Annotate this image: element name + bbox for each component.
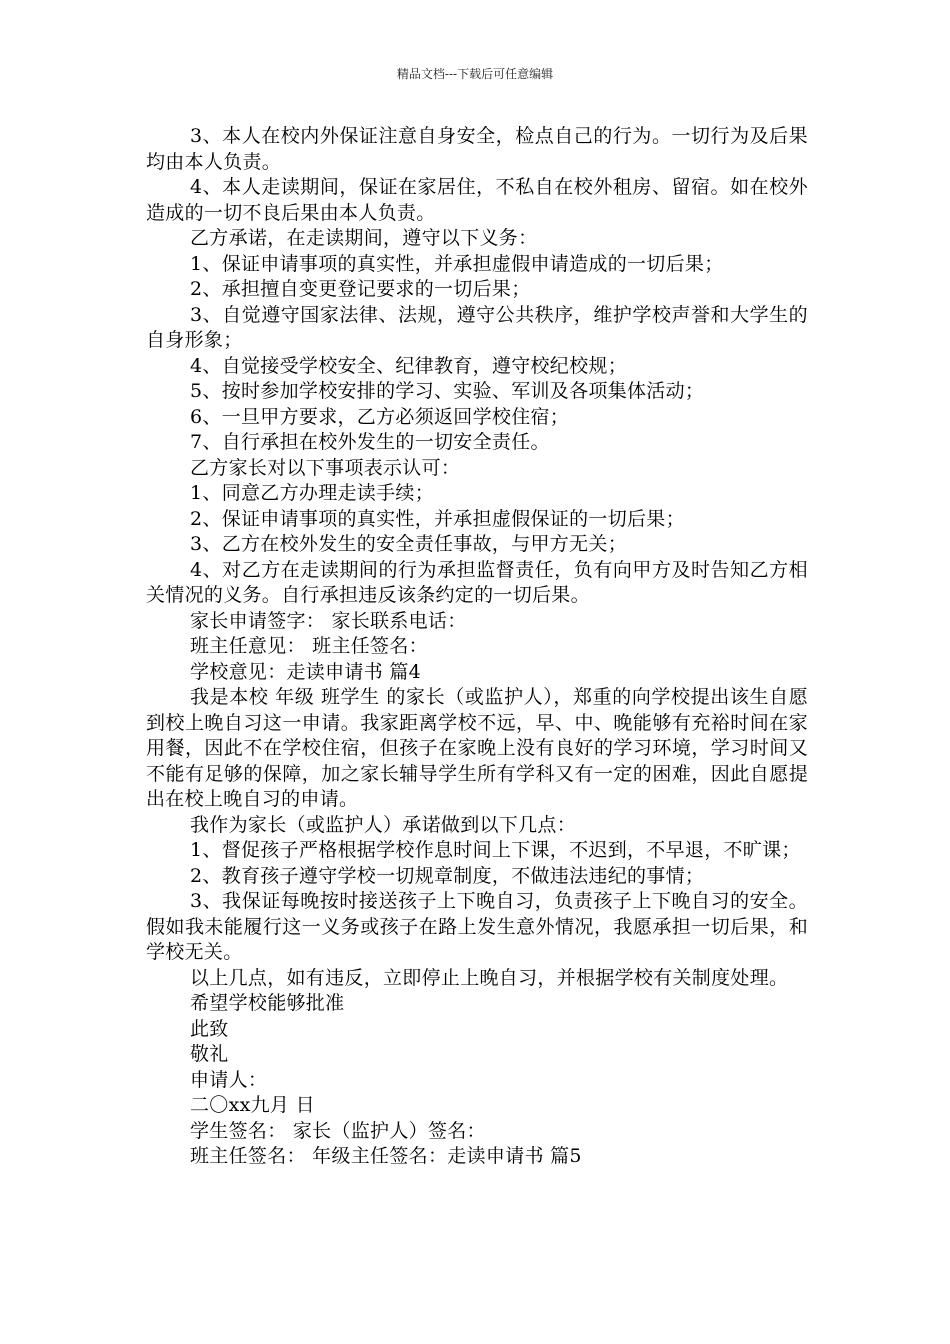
paragraph: 1、督促孩子严格根据学校作息时间上下课，不迟到，不早退，不旷课； bbox=[190, 839, 801, 861]
paragraph: 此致 bbox=[190, 1017, 229, 1040]
paragraph: 敬礼 bbox=[190, 1043, 229, 1065]
paragraph: 班主任意见： 班主任签名： bbox=[190, 635, 428, 657]
paragraph: 6、一旦甲方要求，乙方必须返回学校住宿； bbox=[190, 405, 570, 428]
paragraph: 3、我保证每晚按时接送孩子上下晚自习，负责孩子上下晚自习的安全。假如我未能履行这一义务或孩子在路上发生意外情况，我愿承担一切后果，和学校无关。 bbox=[146, 890, 808, 963]
paragraph: 我作为家长（或监护人）承诺做到以下几点： bbox=[190, 813, 577, 836]
paragraph: 5、按时参加学校安排的学习、实验、军训及各项集体活动； bbox=[190, 380, 705, 402]
paragraph: 我是本校 年级 班学生 的家长（或监护人），郑重的向学校提出该生自愿到校上晚自习这一申请。我家距离学校不远，早、中、晚能够有充裕时间在家用餐，因此不在学校住宿，但孩子在家晚上没有良好的学习环境，学习时间又不能有足够的保障，加之家长辅导学生所有学科又有一定的困难，因此自愿提出在校上晚自习的申请。 bbox=[146, 686, 808, 810]
paragraph: 以上几点，如有违反，立即停止上晚自习，并根据学校有关制度处理。 bbox=[190, 966, 789, 989]
paragraph: 3、本人在校内外保证注意自身安全，检点自己的行为。一切行为及后果均由本人负责。 bbox=[146, 125, 808, 173]
paragraph: 班主任签名： 年级主任签名：走读申请书 篇5 bbox=[190, 1145, 582, 1167]
paragraph: 7、自行承担在校外发生的一切安全责任。 bbox=[190, 431, 550, 453]
paragraph: 4、对乙方在走读期间的行为承担监督责任，负有向甲方及时告知乙方相关情况的义务。自行承担违反该条约定的一切后果。 bbox=[146, 558, 808, 606]
paragraph: 2、教育孩子遵守学校一切规章制度，不做违法违纪的事情； bbox=[190, 864, 705, 887]
paragraph: 学生签名： 家长（监护人）签名： bbox=[190, 1119, 486, 1142]
paragraph: 申请人： bbox=[190, 1068, 268, 1091]
paragraph: 乙方承诺，在走读期间，遵守以下义务： bbox=[190, 227, 538, 249]
paragraph: 希望学校能够批准 bbox=[190, 992, 345, 1014]
paragraph: 学校意见：走读申请书 篇4 bbox=[190, 660, 422, 683]
paragraph: 3、乙方在校外发生的安全责任事故，与甲方无关； bbox=[190, 533, 627, 555]
paragraph: 1、同意乙方办理走读手续； bbox=[190, 482, 434, 504]
page-header: 精品文档---下载后可任意编辑 bbox=[396, 67, 554, 81]
paragraph: 1、保证申请事项的真实性，并承担虚假申请造成的一切后果； bbox=[190, 252, 724, 275]
paragraph: 二〇xx九月 日 bbox=[190, 1094, 315, 1116]
paragraph: 2、保证申请事项的真实性，并承担虚假保证的一切后果； bbox=[190, 507, 685, 530]
document-body bbox=[146, 124, 808, 1170]
paragraph: 4、自觉接受学校安全、纪律教育，遵守校纪校规； bbox=[190, 354, 627, 377]
paragraph: 乙方家长对以下事项表示认可： bbox=[190, 456, 461, 479]
paragraph: 家长申请签字： 家长联系电话： bbox=[190, 609, 467, 632]
paragraph: 2、承担擅自变更登记要求的一切后果； bbox=[190, 278, 531, 300]
paragraph: 4、本人走读期间，保证在家居住，不私自在校外租房、留宿。如在校外造成的一切不良后果由本人负责。 bbox=[146, 176, 808, 224]
paragraph: 3、自觉遵守国家法律、法规，遵守公共秩序，维护学校声誉和大学生的自身形象； bbox=[146, 303, 808, 351]
